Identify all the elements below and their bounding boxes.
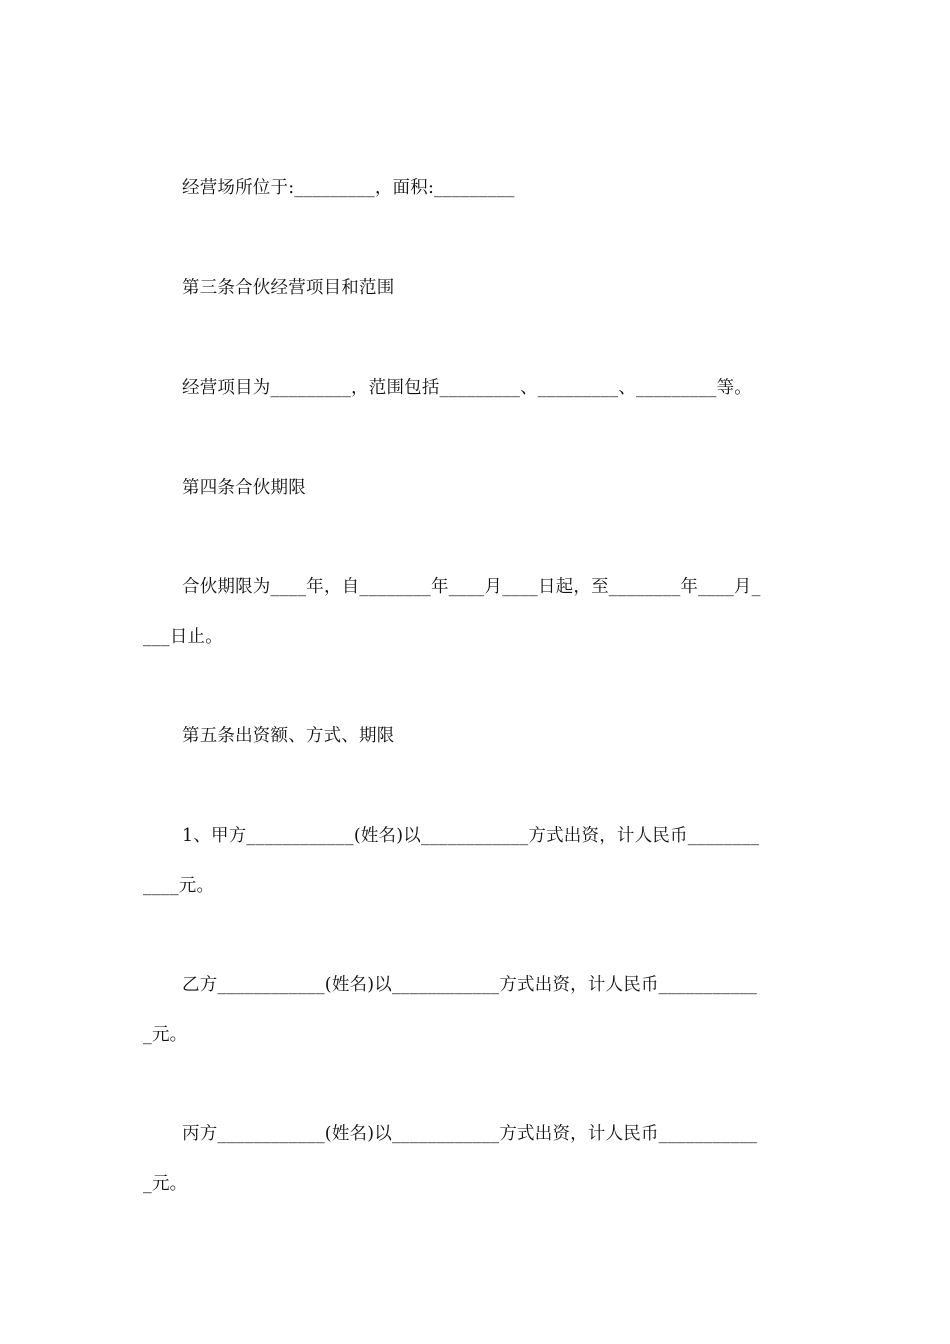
term-line-continuation: ___日止。 [143, 627, 223, 647]
article-5-heading: 第五条出资额、方式、期限 [182, 726, 395, 746]
term-line: 合伙期限为____年，自________年____月____日起，至________年____月_ [182, 577, 761, 597]
party-a-contribution-line: 1、甲方____________(姓名)以____________方式出资，计人民币________ [182, 826, 760, 846]
business-scope-line: 经营项目为_________，范围包括_________、_________、_________等。 [182, 378, 752, 398]
party-b-contribution-continuation: _元。 [143, 1025, 188, 1045]
article-3-heading: 第三条合伙经营项目和范围 [182, 278, 395, 298]
party-c-contribution-line: 丙方____________(姓名)以____________方式出资，计人民币___________ [182, 1124, 758, 1144]
party-b-contribution-line: 乙方____________(姓名)以____________方式出资，计人民币___________ [182, 975, 758, 995]
article-4-heading: 第四条合伙期限 [182, 478, 306, 498]
party-a-contribution-continuation: ____元。 [143, 876, 215, 896]
party-c-contribution-continuation: _元。 [143, 1174, 188, 1194]
premises-line: 经营场所位于:_________，面积:_________ [182, 178, 515, 198]
